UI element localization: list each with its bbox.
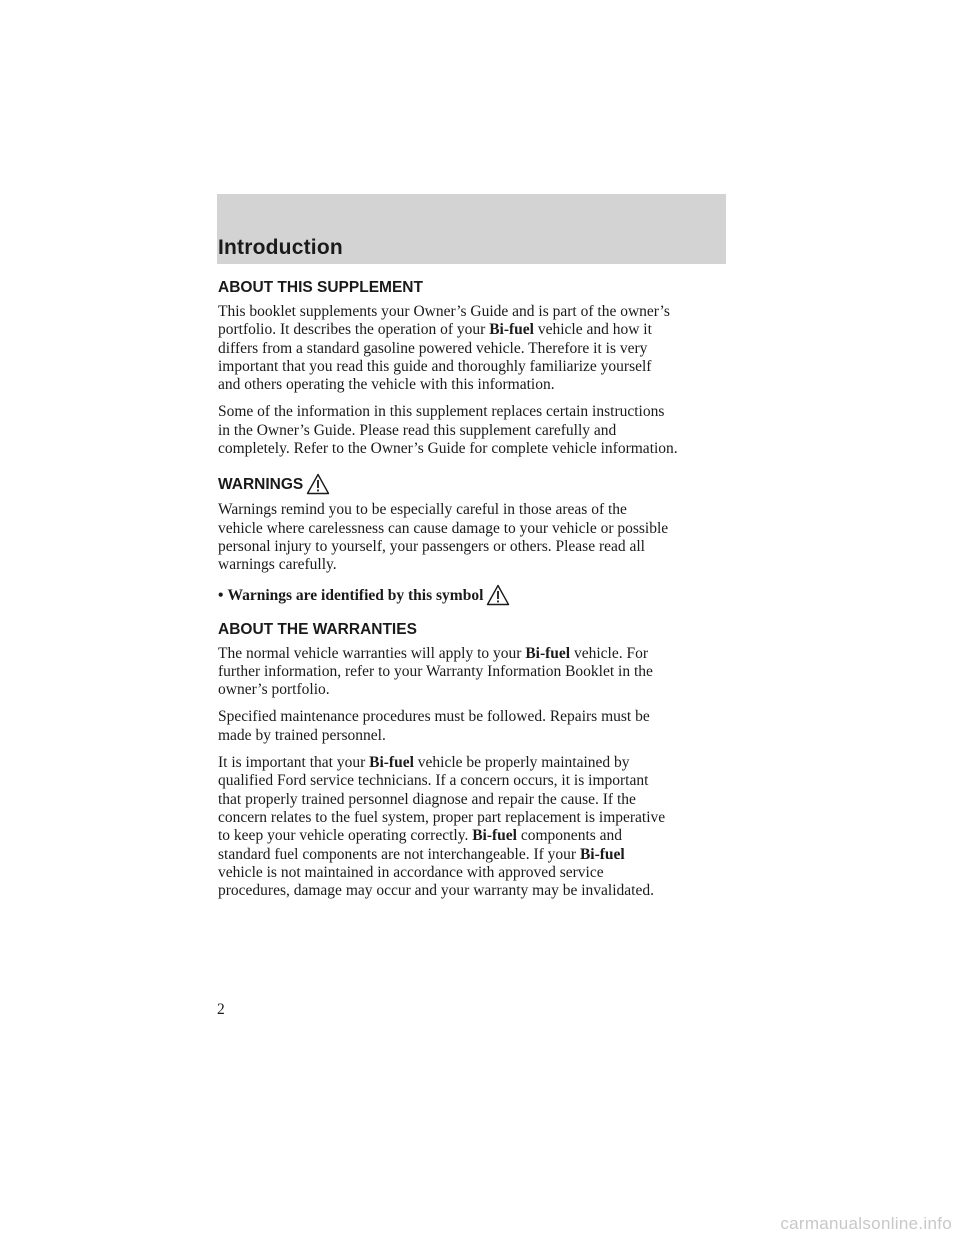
heading-warnings: WARNINGS xyxy=(218,473,728,495)
bullet-warnings-symbol: • Warnings are identified by this symbol xyxy=(218,584,728,606)
heading-warranties: ABOUT THE WARRANTIES xyxy=(218,620,417,638)
paragraph-warnings: Warnings remind you to be especially careful in those areas of the vehicle where carelessness can cause damage to your vehicle or possible personal injury to yourself, your passengers or others. Please read all warnings carefully. xyxy=(218,501,669,574)
paragraph-about-supplement-1: This booklet supplements your Owner’s Guide and is part of the owner’s portfolio. It describes the operation of your Bi-fuel vehicle and how it differs from a standard gasoline powered vehicle. Therefore it is very important that you read this guide and thoroughly familiarize yourself and others operating the vehicle with this information. xyxy=(218,303,670,394)
paragraph-warranties-2: Specified maintenance procedures must be followed. Repairs must be made by trained personnel. xyxy=(218,708,650,744)
heading-about-supplement: ABOUT THIS SUPPLEMENT xyxy=(218,279,423,296)
site-watermark: carmanualsonline.info xyxy=(780,1214,952,1233)
warning-triangle-icon xyxy=(486,584,510,606)
paragraph-warranties-3: It is important that your Bi-fuel vehicle be properly maintained by qualified Ford service technicians. If a concern occurs, it is important that properly trained personnel diagnose and repair the cause. If the concern relates to the fuel system, proper part replacement is imperative to keep your vehicle operating correctly. Bi-fuel components and standard fuel components are not interchangeable. If your Bi-fuel vehicle is not maintained in accordance with approved service procedures, damage may occur and your warranty may be invalidated. xyxy=(218,754,666,900)
section-title: Introduction xyxy=(218,236,343,259)
paragraph-about-supplement-2: Some of the information in this supplement replaces certain instructions in the Owner’s Guide. Please read this supplement carefully and completely. Refer to the Owner’s Guide for complete vehicle information. xyxy=(218,403,678,458)
section-header-band xyxy=(217,194,726,264)
paragraph-warranties-1: The normal vehicle warranties will apply to your Bi-fuel vehicle. For further information, refer to your Warranty Information Booklet in the owner’s portfolio. xyxy=(218,644,653,699)
page-content xyxy=(218,279,728,909)
page-number: 2 xyxy=(217,1001,225,1018)
warning-triangle-icon xyxy=(306,473,330,495)
